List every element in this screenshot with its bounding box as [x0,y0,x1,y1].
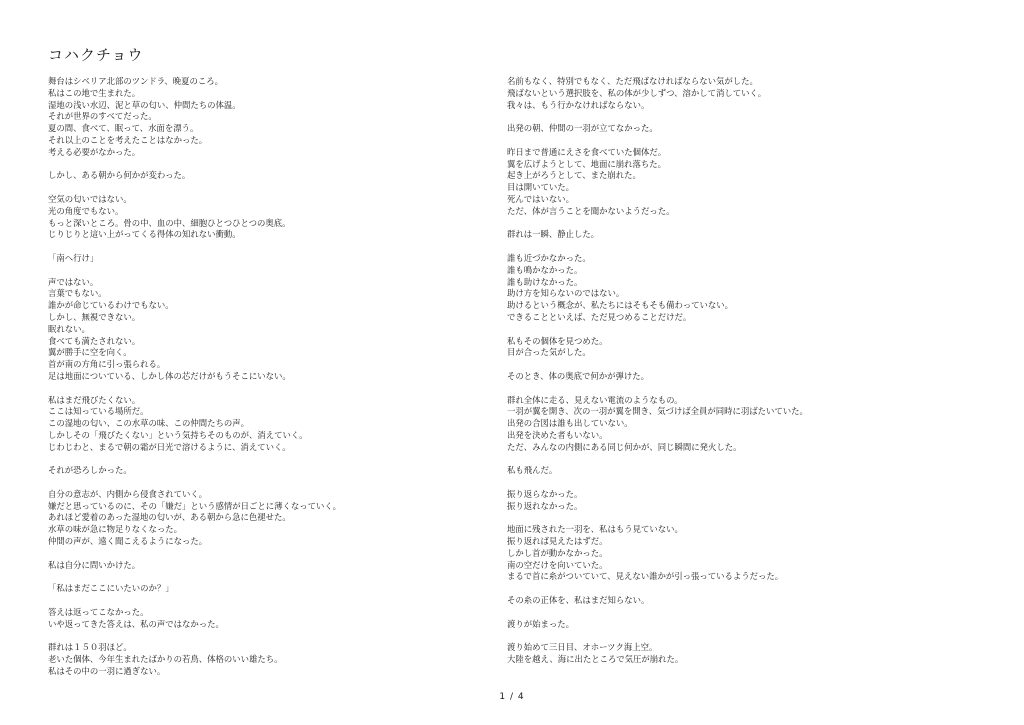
text-line: 舞台はシベリア北部のツンドラ、晩夏のころ。 [48,76,224,86]
text-line: 群れは１５０羽ほど。 [48,642,132,653]
paragraph-gap [507,359,808,371]
text-line: 南の空だけを向いていた。 [507,559,608,570]
text-line: 「私はまだここにいたいのか？」 [48,583,174,594]
text-line: 眠れない。 [48,323,90,334]
text-line: 飛ばないという選択肢を、私の体が少しずつ、溶かして消していく。 [507,87,767,98]
paragraph-gap [507,383,808,395]
paragraph-gap [48,454,341,466]
text-line: 誰も助けなかった。 [507,276,583,287]
paragraph-gap [507,454,808,466]
text-line: 出発の合図は誰も出していない。 [507,418,633,429]
paragraph-gap [507,607,808,619]
text-line: 食べても満たされない。 [48,335,141,346]
page-number: 1 / 4 [499,692,525,702]
text-line: それが世界のすべてだった。 [48,111,157,122]
paragraph-gap [507,512,808,524]
text-line: 空気の匂いではない。 [48,193,132,204]
text-line: 目が合った気がした。 [507,347,591,358]
text-line: それ以上のことを考えたことはなかった。 [48,134,208,145]
text-line: 私はその中の一羽に過ぎない。 [48,665,166,676]
text-line: 死んではいない。 [507,193,574,204]
text-line: ここは知っている場所だ。 [48,406,149,417]
text-line: もっと深いところ。骨の中、血の中、細胞ひとつひとつの奥底。 [48,217,291,228]
text-line: 嫌だと思っているのに、その「嫌だ」という感情が日ごとに薄くなっていく。 [48,500,341,511]
text-line: 出発を決めた者もいない。 [507,429,608,440]
text-line: 私はまだ飛びたくない。 [48,394,141,405]
text-line: 一羽が翼を開き、次の一羽が翼を開き、気づけば全員が同時に羽ばたいていた。 [507,406,808,417]
text-line: 私もその個体を見つめた。 [507,335,608,346]
text-line: あれほど愛着のあった湿地の匂いが、ある朝から急に色褪せた。 [48,512,291,523]
text-line: 私も飛んだ。 [507,465,558,476]
text-line: いや返ってきた答えは、私の声ではなかった。 [48,618,224,629]
text-line: 答えは返ってこなかった。 [48,606,149,617]
text-line: 我々は、もう行かなければならない。 [507,99,650,110]
text-line: まるで首に糸がついていて、見えない誰かが引っ張っているようだった。 [507,571,784,582]
paragraph-gap [507,583,808,595]
text-line: 翼を広げようとして、地面に崩れ落ちた。 [507,158,666,169]
text-line: 大陸を越え、海に出たところで気圧が崩れた。 [507,654,684,665]
paragraph-gap [48,595,341,607]
text-line: 夏の間、食べて、眠って、水面を漂う。 [48,123,199,134]
text-line: じわじわと、まるで朝の霜が日光で溶けるように、消えていく。 [48,441,291,452]
paragraph-gap [48,630,341,642]
text-line: 仲間の声が、遠く聞こえるようになった。 [48,536,208,547]
paragraph-gap [507,324,808,336]
text-line: しかし、無視できない。 [48,311,141,322]
text-line: 渡りが始まった。 [507,618,574,629]
paragraph-gap [507,218,808,230]
paragraph-gap [48,548,341,560]
paragraph-gap [48,571,341,583]
text-line: じりじりと這い上がってくる得体の知れない衝動。 [48,229,241,240]
text-line: しかしその「飛びたくない」という気持ちそのものが、消えていく。 [48,429,308,440]
document-title: コハクチョウ [48,46,144,64]
text-line: この湿地の匂い、この水草の味、この仲間たちの声。 [48,418,249,429]
paragraph-gap [507,630,808,642]
text-line: 助け方を知らないのではない。 [507,288,625,299]
text-line: 起き上がろうとして、また崩れた。 [507,170,641,181]
text-line: それが恐ろしかった。 [48,465,132,476]
text-line: 地面に残された一羽を、私はもう見ていない。 [507,524,683,535]
text-line: 名前もなく、特別でもなく、ただ飛ばなければならない気がした。 [507,76,758,86]
text-line: 振り返れば見えたはずだ。 [507,536,608,547]
left-text-column [48,76,341,678]
paragraph-gap [48,383,341,395]
text-line: 渡り始めて三日目、オホーツク海上空。 [507,642,658,653]
text-line: 誰も近づかなかった。 [507,252,591,263]
text-line: 振り返れなかった。 [507,500,583,511]
text-line: ただ、みんなの内側にある同じ何かが、同じ瞬間に発火した。 [507,441,742,452]
paragraph-gap [48,477,341,489]
paragraph-gap [48,159,341,171]
text-line: 首が南の方角に引っ張られる。 [48,359,166,370]
text-line: 声ではない。 [48,276,99,287]
text-line: 私は自分に問いかけた。 [48,559,141,570]
text-line: 「南へ行け」 [48,252,99,263]
paragraph-gap [507,111,808,123]
text-line: 私はこの地で生まれた。 [48,87,141,98]
text-line: 足は地面についている、しかし体の芯だけがもうそこにいない。 [48,370,291,381]
text-line: ただ、体が言うことを聞かないようだった。 [507,205,675,216]
text-line: できることといえば、ただ見つめることだけだ。 [507,311,692,322]
text-line: しかし首が動かなかった。 [507,547,608,558]
text-line: 目は開いていた。 [507,182,574,193]
text-line: 昨日まで普通にえさを食べていた個体だ。 [507,146,667,157]
paragraph-gap [48,265,341,277]
text-line: その糸の正体を、私はまだ知らない。 [507,595,650,606]
paragraph-gap [48,241,341,253]
paragraph-gap [507,135,808,147]
text-line: 言葉でもない。 [48,288,107,299]
text-line: 誰も鳴かなかった。 [507,264,583,275]
paragraph-gap [507,241,808,253]
text-line: 老いた個体、今年生まれたばかりの若鳥、体格のいい雄たち。 [48,654,283,665]
text-line: 翼が勝手に空を向く。 [48,347,132,358]
text-line: 助けるという概念が、私たちにはそもそも備わっていない。 [507,300,734,311]
text-line: しかし、ある朝から何かが変わった。 [48,170,191,181]
text-line: 群れは一瞬、静止した。 [507,229,600,240]
text-line: 自分の意志が、内側から侵食されていく。 [48,488,207,499]
right-text-column [507,76,808,666]
text-line: 出発の朝、仲間の一羽が立てなかった。 [507,123,658,134]
text-line: 振り返らなかった。 [507,488,583,499]
text-line: 群れ全体に走る、見えない電流のようなもの。 [507,394,683,405]
text-line: 水草の味が急に物足りなくなった。 [48,524,182,535]
paragraph-gap [48,182,341,194]
paragraph-gap [507,477,808,489]
text-line: そのとき、体の奥底で何かが弾けた。 [507,370,650,381]
text-line: 誰かが命じているわけでもない。 [48,300,174,311]
text-line: 考える必要がなかった。 [48,146,141,157]
text-line: 光の角度でもない。 [48,205,124,216]
text-line: 湿地の浅い水辺、泥と草の匂い、仲間たちの体温。 [48,99,241,110]
